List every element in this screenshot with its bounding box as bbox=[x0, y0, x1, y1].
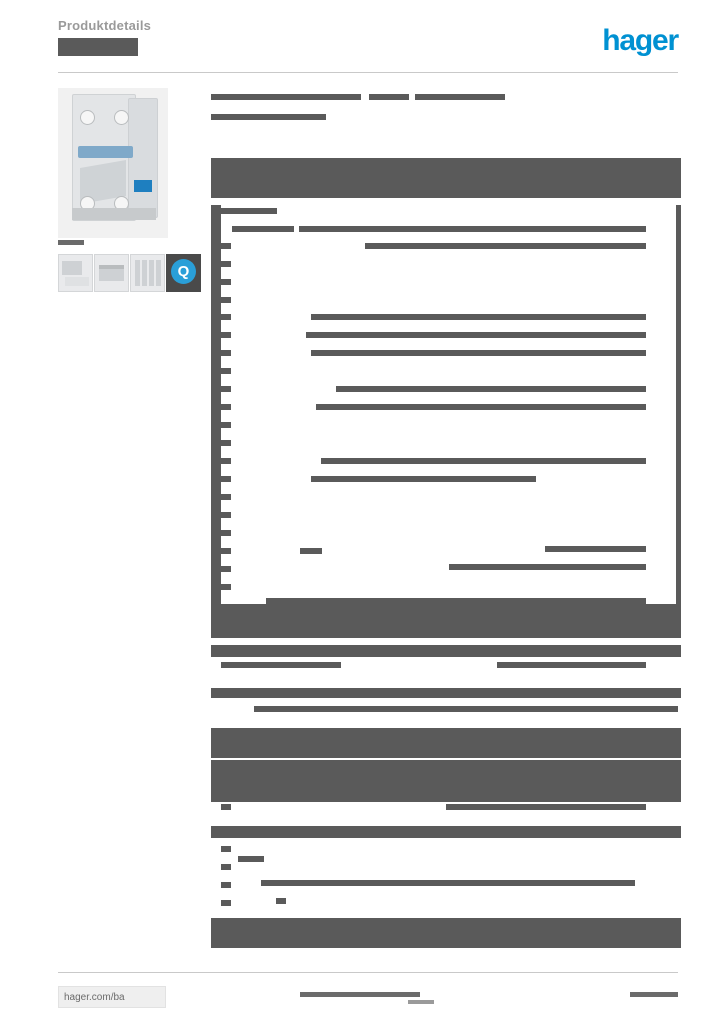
header-divider bbox=[58, 72, 678, 73]
spec-row-group-3 bbox=[211, 645, 681, 657]
thumbnail-installation-2[interactable] bbox=[94, 254, 129, 292]
brand-logo: hager bbox=[602, 24, 678, 57]
thumbnail-quality-badge[interactable] bbox=[166, 254, 201, 292]
spec-row-group-5b bbox=[211, 760, 681, 802]
document-body bbox=[211, 88, 681, 126]
document-header bbox=[0, 0, 724, 80]
footer-center-subtext bbox=[408, 1000, 434, 1004]
product-lever bbox=[78, 146, 133, 158]
footer-center-text bbox=[300, 992, 420, 997]
page-title-part-2 bbox=[369, 94, 409, 100]
product-test-button bbox=[134, 180, 152, 192]
page-title-part-3 bbox=[415, 94, 505, 100]
spec-rail-right bbox=[676, 205, 681, 635]
spec-section-header-2 bbox=[211, 604, 681, 638]
product-body-right bbox=[128, 98, 158, 218]
footer-url[interactable]: hager.com/ba bbox=[58, 986, 166, 1008]
product-knob-1 bbox=[80, 110, 95, 125]
thumbnail-strip-label bbox=[58, 240, 84, 245]
document-subkicker bbox=[58, 38, 138, 56]
thumbnail-strip bbox=[58, 246, 206, 290]
thumbnail-product-range[interactable] bbox=[130, 254, 165, 292]
document-kicker-muted: Produktdetails bbox=[58, 18, 152, 33]
spec-section-header-1 bbox=[211, 158, 681, 198]
document-kicker bbox=[58, 18, 151, 33]
page-title-part-1 bbox=[211, 94, 361, 100]
footer-divider bbox=[58, 972, 678, 973]
quality-badge-letter: Q bbox=[171, 259, 196, 284]
spec-rail-left bbox=[211, 205, 221, 635]
footer-page-number bbox=[630, 992, 678, 997]
page-title bbox=[211, 88, 681, 110]
thumbnail-installation-1[interactable] bbox=[58, 254, 93, 292]
page-subtitle bbox=[211, 110, 681, 126]
spec-section-header-5 bbox=[211, 728, 681, 758]
product-knob-2 bbox=[114, 110, 129, 125]
product-base bbox=[72, 208, 156, 220]
product-image bbox=[58, 88, 168, 238]
spec-section-header-7 bbox=[211, 918, 681, 948]
spec-row-group-4 bbox=[211, 688, 681, 698]
